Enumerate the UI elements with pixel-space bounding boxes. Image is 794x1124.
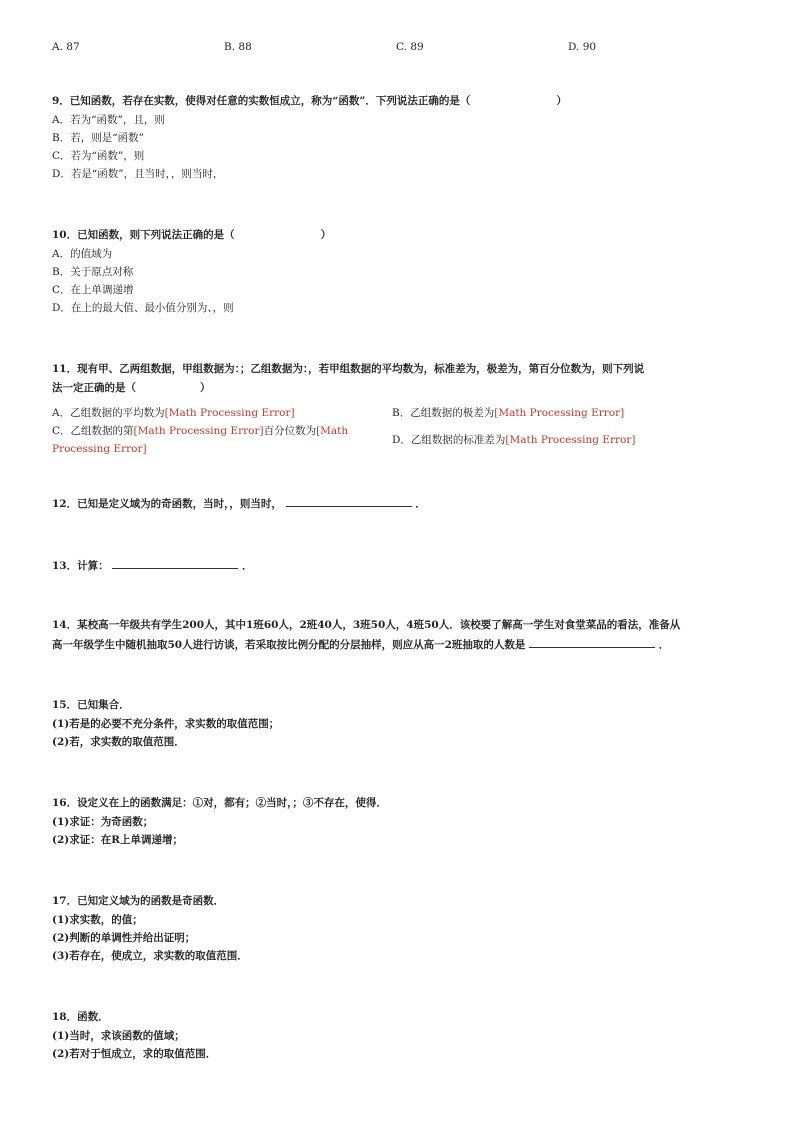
q18-part-1: (1)当时，求该函数的值域； (52, 1030, 185, 1042)
q11-option-b: B．乙组数据的极差为[Math Processing Error] (392, 407, 625, 419)
q15-stem: 15．已知集合． (52, 699, 130, 711)
q16-stem: 16．设定义在上的函数满足：①对，都有；②当时，；③不存在，使得． (52, 797, 387, 809)
q9-option-b: B．若，则是“函数” (52, 132, 144, 144)
math-error: [Math Processing Error] (505, 434, 636, 446)
q14-line2: 高一年级学生中随机抽取50人进行访谈，若采取按比例分配的分层抽样，则应从高一2班抽取的人数是 (52, 639, 526, 651)
q13-answer-blank[interactable] (112, 556, 238, 569)
q9-option-d: D．若是“函数”，且当时，，则当时， (52, 168, 224, 180)
math-error: [Math (316, 425, 349, 437)
q10-option-a: A．的值域为 (52, 248, 113, 260)
q11-option-a: A．乙组数据的平均数为[Math Processing Error] (52, 407, 295, 419)
q9-option-a: A．若为“函数”，且，则 (52, 114, 165, 126)
q10-option-b: B．关于原点对称 (52, 266, 134, 278)
q10-stem: 10．已知函数，则下列说法正确的是（ (52, 229, 235, 241)
q17-part-2: (2)判断的单调性并给出证明； (52, 932, 196, 944)
question-10 (52, 226, 742, 317)
q18-part-2: (2)若对于恒成立，求的取值范围． (52, 1048, 217, 1060)
q8-option-c: C. 89 (396, 41, 424, 53)
question-12: 12．已知是定义域为的奇函数，当时，，则当时， ． (52, 494, 742, 514)
q8-option-d: D. 90 (568, 41, 597, 53)
math-error: [Math Processing Error] (494, 407, 625, 419)
question-18 (52, 1008, 742, 1063)
q8-options (52, 38, 740, 56)
q12-answer-blank[interactable] (286, 494, 412, 507)
question-13: 13．计算： ． (52, 556, 742, 576)
math-error: [Math Processing Error] (133, 425, 264, 437)
q9-stem: 9．已知函数，若存在实数，使得对任意的实数恒成立，称为“函数”．下列说法正确的是（ (52, 95, 471, 107)
q14-line1: 14．某校高一年级共有学生200人，其中1班60人，2班40人，3班50人，4班50人．该校要了解高一学生对食堂菜品的看法，准备从 (52, 619, 681, 631)
q18-stem: 18．函数． (52, 1011, 109, 1023)
q15-part-1: (1)若是的必要不充分条件，求实数的取值范围； (52, 718, 280, 730)
q15-part-2: (2)若，求实数的取值范围． (52, 736, 185, 748)
math-error: [Math Processing Error] (164, 407, 295, 419)
question-14: 14．某校高一年级共有学生200人，其中1班60人，2班40人，3班50人，4班50人．该校要了解高一学生对食堂菜品的看法，准备从 高一年级学生中随机抽取50人进行访谈，若采取按比例分配的分层抽样，则应从高一2班抽取的人数是 ． (52, 616, 742, 655)
q16-part-1: (1)求证：为奇函数； (52, 816, 154, 828)
q11-close-paren: ） (200, 382, 211, 394)
q11-option-d: D．乙组数据的标准差为[Math Processing Error] (392, 434, 636, 446)
q13-stem: 13．计算： (52, 560, 109, 572)
q8-option-a: A. 87 (52, 41, 80, 53)
q11-stem-line1: 11．现有甲、乙两组数据，甲组数据为：；乙组数据为：，若甲组数据的平均数为，标准差为，极差为，第百分位数为，则下列说 (52, 363, 645, 375)
q17-stem: 17．已知定义域为的函数是奇函数． (52, 895, 225, 907)
q11-stem-line2: 法一定正确的是（ (52, 382, 136, 394)
q16-part-2: (2)求证：在R上单调递增； (52, 834, 183, 846)
q14-answer-blank[interactable] (529, 635, 655, 648)
q10-option-c: C．在上单调递增 (52, 284, 134, 296)
math-error: Processing Error] (52, 443, 147, 455)
q17-part-1: (1)求实数，的值； (52, 914, 143, 926)
question-17 (52, 892, 742, 965)
question-16 (52, 794, 742, 849)
q9-option-c: C．若为“函数”，则 (52, 150, 145, 162)
q11-option-c: C．乙组数据的第[Math Processing Error]百分位数为[Math (52, 425, 349, 437)
q17-part-3: (3)若存在，使成立，求实数的取值范围． (52, 950, 248, 962)
q8-option-b: B. 88 (224, 41, 252, 53)
question-11 (52, 360, 742, 458)
q10-close-paren: ） (320, 229, 332, 241)
question-15 (52, 696, 742, 751)
q12-stem: 12．已知是定义域为的奇函数，当时，，则当时， (52, 498, 282, 510)
question-9 (52, 92, 742, 183)
q10-option-d: D．在上的最大值、最小值分别为、，则 (52, 302, 234, 314)
q9-close-paren: ） (556, 95, 567, 107)
